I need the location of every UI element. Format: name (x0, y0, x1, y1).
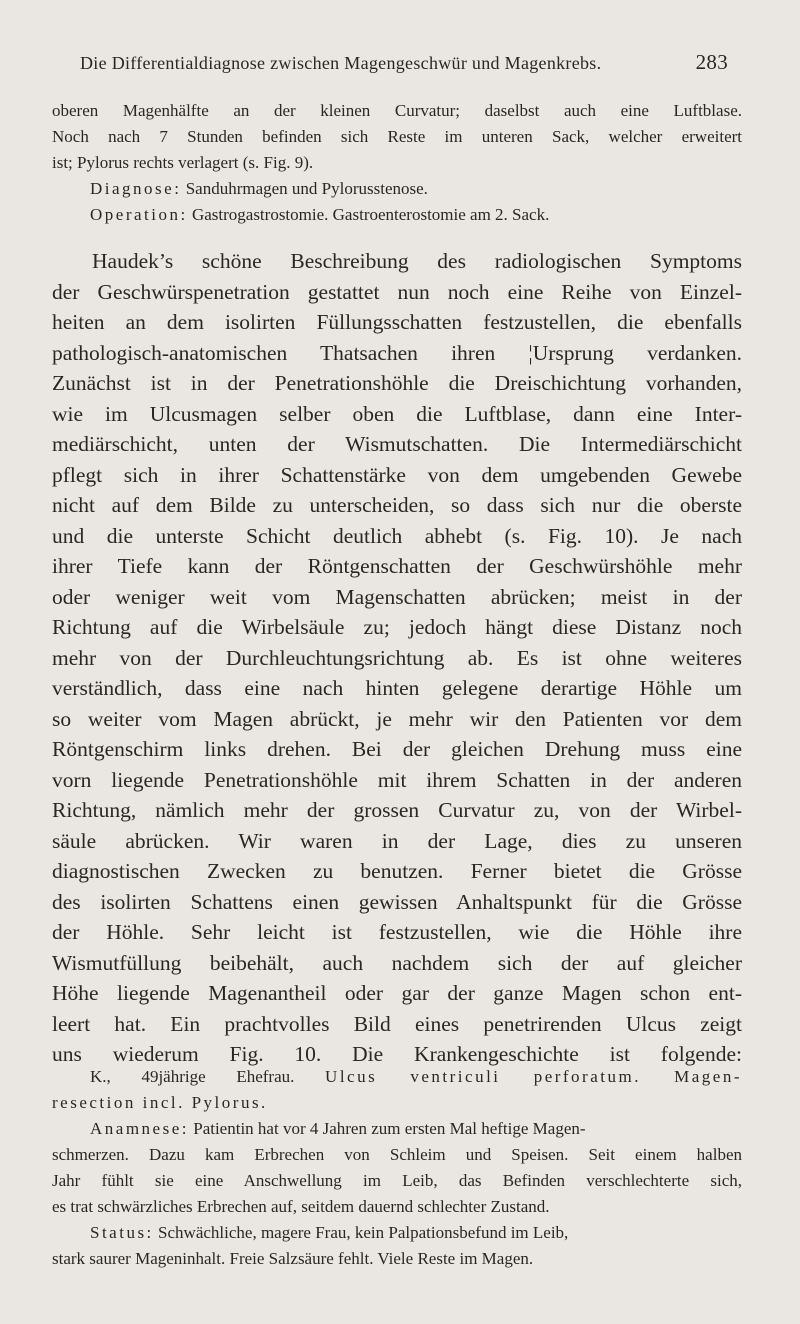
case-title-line-2: resection incl. Pylorus. (52, 1093, 268, 1112)
text-line: Röntgenschirm links drehen. Bei der gleichen Drehung muss eine (52, 737, 742, 761)
anamnese-first: Patientin hat vor 4 Jahren zum ersten Mal heftige Magen- (193, 1119, 586, 1138)
text-line: schmerzen. Dazu kam Erbrechen von Schleim und Speisen. Seit einem halben (52, 1145, 742, 1164)
text-line: heiten an dem isolirten Füllungsschatten festzustellen, die ebenfalls (52, 310, 742, 334)
case-report-k (52, 1064, 742, 1272)
text-line: es trat schwärzliches Erbrechen auf, seitdem dauernd schlechter Zustand. (52, 1197, 550, 1216)
text-line: Richtung, nämlich mehr der grossen Curvatur zu, von der Wirbel- (52, 798, 742, 822)
text-line: oder weniger weit vom Magenschatten abrücken; meist in der (52, 584, 742, 609)
case-title-prefix: K., 49jährige Ehefrau. (90, 1067, 295, 1086)
text-line: nicht auf dem Bilde zu unterscheiden, so dass sich nur die oberste (52, 493, 742, 517)
text-line: leert hat. Ein prachtvolles Bild eines penetrirenden Ulcus zeigt (52, 1011, 742, 1036)
text-line: Zunächst ist in der Penetrationshöhle die Dreischichtung vorhanden, (52, 371, 742, 395)
diagnose-label: Diagnose: (90, 179, 182, 198)
text-line: uns wiederum Fig. 10. Die Krankengeschichte ist folgende: (52, 1042, 742, 1066)
text-line: stark saurer Mageninhalt. Freie Salzsäure fehlt. Viele Reste im Magen. (52, 1249, 534, 1268)
main-paragraph (52, 246, 742, 1070)
status-label: Status: (90, 1223, 154, 1242)
text-line: so weiter vom Magen abrückt, je mehr wir den Patienten vor dem (52, 706, 742, 731)
text-line: oberen Magenhälfte an der kleinen Curvatur; daselbst auch eine Luftblase. (52, 101, 742, 120)
text-line: pflegt sich in ihrer Schattenstärke von dem umgebenden Gewebe (52, 462, 742, 487)
operation-label: Operation: (90, 205, 188, 224)
operation-text: Gastrogastrostomie. Gastroenterostomie am 2. Sack. (191, 205, 550, 224)
text-line: Richtung auf die Wirbelsäule zu; jedoch hängt diese Distanz noch (52, 615, 742, 639)
text-line: Wismutfüllung beibehält, auch nachdem sich der auf gleicher (52, 950, 742, 975)
text-line: Jahr fühlt sie eine Anschwellung im Leib, das Befinden verschlechterte sich, (52, 1171, 742, 1190)
anamnese-line (52, 1116, 742, 1142)
text-line: diagnostischen Zwecken zu benutzen. Ferner bietet die Grösse (52, 859, 742, 883)
case-title-spaced: Ulcus ventriculi perforatum. Magen- (325, 1067, 742, 1086)
anamnese-label: Anamnese: (90, 1119, 189, 1138)
text-line: Noch nach 7 Stunden befinden sich Reste im unteren Sack, welcher erweitert (52, 127, 742, 146)
text-line: säule abrücken. Wir waren in der Lage, dies zu unseren (52, 828, 742, 853)
text-line: der Höhle. Sehr leicht ist festzustellen, wie die Höhle ihre (52, 920, 742, 944)
text-line: pathologisch-anatomischen Thatsachen ihren ¦Ursprung verdanken. (52, 340, 742, 365)
text-line: ist; Pylorus rechts verlagert (s. Fig. 9). (52, 153, 314, 172)
running-header (80, 50, 728, 75)
text-line: mediärschicht, unten der Wismutschatten. Die Intermediärschicht (52, 432, 742, 456)
running-title: Die Differentialdiagnose zwischen Magengeschwür und Magenkrebs. (80, 53, 602, 73)
text-line: mehr von der Durchleuchtungsrichtung ab. Es ist ohne weiteres (52, 645, 742, 670)
text-line: wie im Ulcusmagen selber oben die Luftblase, dann eine Inter- (52, 401, 742, 426)
status-line (52, 1220, 742, 1246)
diagnose-line (52, 176, 742, 202)
status-first: Schwächliche, magere Frau, kein Palpationsbefund im Leib, (158, 1223, 569, 1242)
text-line: Haudek’s schöne Beschreibung des radiologischen Symptoms (92, 249, 742, 273)
diagnose-text: Sanduhrmagen und Pylorusstenose. (185, 179, 428, 198)
operation-line (52, 202, 742, 228)
text-line: der Geschwürspenetration gestattet nun noch eine Reihe von Einzel- (52, 279, 742, 304)
text-line: ihrer Tiefe kann der Röntgenschatten der Geschwürshöhle mehr (52, 554, 742, 578)
text-line: verständlich, dass eine nach hinten gelegene derartige Höhle um (52, 676, 742, 700)
case-report-top (52, 98, 742, 228)
text-line: vorn liegende Penetrationshöhle mit ihrem Schatten in der anderen (52, 767, 742, 792)
text-line: und die unterste Schicht deutlich abhebt (s. Fig. 10). Je nach (52, 523, 742, 548)
text-line: Höhe liegende Magenantheil oder gar der ganze Magen schon ent- (52, 981, 742, 1005)
text-line: des isolirten Schattens einen gewissen Anhaltspunkt für die Grösse (52, 889, 742, 914)
case-title-line (52, 1064, 742, 1090)
page-number: 283 (695, 50, 728, 74)
